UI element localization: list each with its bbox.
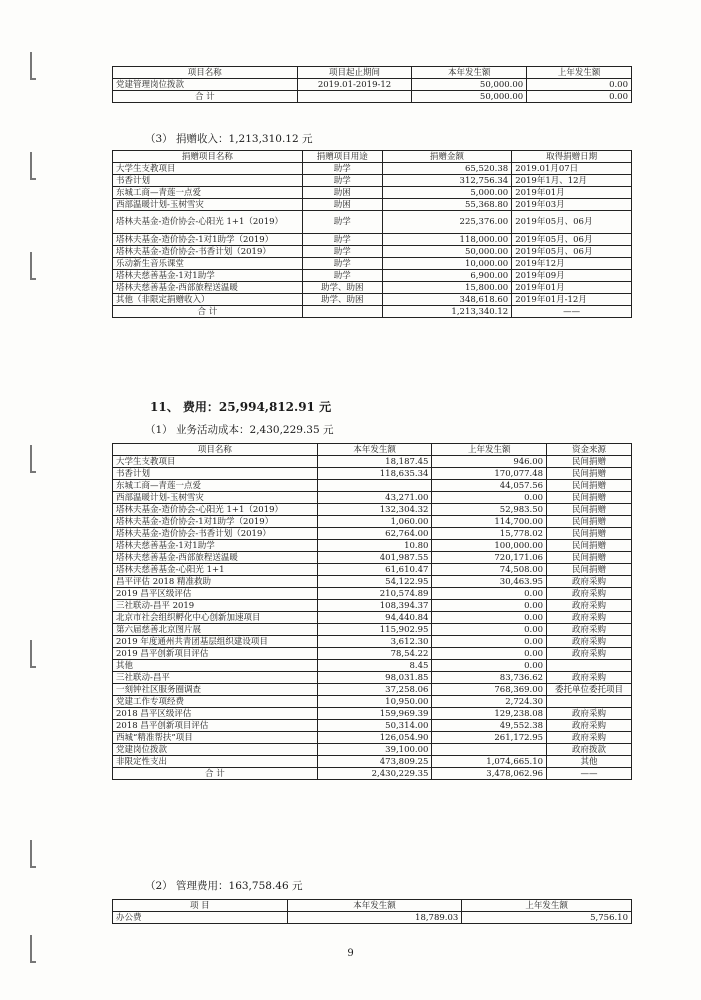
- table-cell: 0.00: [432, 624, 547, 636]
- table-cell: 768,369.00: [432, 684, 547, 696]
- table-cell: 其他: [547, 756, 632, 768]
- table-row: [113, 912, 632, 924]
- total-row: [113, 768, 632, 780]
- table-cell: 2018 昌平创新项目评估: [113, 720, 318, 732]
- table-cell: 政府采购: [547, 624, 632, 636]
- table-cell: 3,612.30: [317, 636, 432, 648]
- header-cell: 捐赠项目用途: [302, 151, 382, 163]
- table-cell: 2019 昌平创新项目评估: [113, 648, 318, 660]
- header-cell: 本年发生额: [412, 67, 527, 79]
- table-cell: 225,376.00: [382, 211, 512, 234]
- table-cell: 党建工作专项经费: [113, 696, 318, 708]
- table-cell: 312,756.34: [382, 175, 512, 187]
- total-label: 合 计: [113, 306, 303, 318]
- table-cell: 民间捐赠: [547, 492, 632, 504]
- table-cell: 助学: [302, 211, 382, 234]
- table-cell: 其他: [113, 660, 318, 672]
- table-cell: 塔林夫慈善基金-西部旅程送温暖: [113, 282, 303, 294]
- table-cell: 2019年05月、06月: [512, 211, 632, 234]
- table-row: [113, 672, 632, 684]
- table-cell: 2019年05月、06月: [512, 246, 632, 258]
- table-cell: 126,054.90: [317, 732, 432, 744]
- table-cell: 8.45: [317, 660, 432, 672]
- table-cell: 政府采购: [547, 720, 632, 732]
- table-cell: 0.00: [527, 79, 632, 91]
- table-cell: 助学: [302, 234, 382, 246]
- header-cell: 上年发生额: [462, 900, 632, 912]
- table-cell: 民间捐赠: [547, 468, 632, 480]
- table-cell: 78,54.22: [317, 648, 432, 660]
- table-cell: 15,800.00: [382, 282, 512, 294]
- section-heading-expenses: 11、 费用：25,994,812.91 元: [150, 400, 332, 414]
- table-cell: 0.00: [432, 492, 547, 504]
- table-cell: 助学、助困: [302, 282, 382, 294]
- table-row: [113, 282, 632, 294]
- header-cell: 本年发生额: [317, 444, 432, 456]
- table-cell: 210,574.89: [317, 588, 432, 600]
- table-row: [113, 648, 632, 660]
- table-cell: 83,736.62: [432, 672, 547, 684]
- section-heading-admin-expense: （2） 管理费用：163,758.46 元: [145, 880, 303, 892]
- table-cell: 大学生支教项目: [113, 456, 318, 468]
- table-cell: 助学: [302, 175, 382, 187]
- table-cell: 非限定性支出: [113, 756, 318, 768]
- table-cell: 0.00: [432, 636, 547, 648]
- table-cell: 2019 年度通州共青团基层组织建设项目: [113, 636, 318, 648]
- table-cell: 政府采购: [547, 708, 632, 720]
- table-cell: 30,463.95: [432, 576, 547, 588]
- table-cell: 党建管理岗位拨款: [113, 79, 298, 91]
- table-header-row: [113, 900, 632, 912]
- table-cell: 2019.01月07日: [512, 163, 632, 175]
- table-cell: 10.80: [317, 540, 432, 552]
- table-row: [113, 600, 632, 612]
- binder-mark: [30, 840, 36, 868]
- table-cell: 0.00: [432, 588, 547, 600]
- table-cell: 政府采购: [547, 588, 632, 600]
- header-cell: 本年发生额: [287, 900, 462, 912]
- table-row: [113, 246, 632, 258]
- table-cell: 2,724.30: [432, 696, 547, 708]
- table-cell: 1,060.00: [317, 516, 432, 528]
- table-cell: 三社联动-昌平 2019: [113, 600, 318, 612]
- table-cell: 49,552.38: [432, 720, 547, 732]
- table-row: [113, 175, 632, 187]
- table-cell: 0.00: [432, 612, 547, 624]
- total-cell: [302, 306, 382, 318]
- table-row: [113, 624, 632, 636]
- table-cell: 62,764.00: [317, 528, 432, 540]
- table-row: [113, 504, 632, 516]
- table-cell: 50,000.00: [412, 79, 527, 91]
- table-cell: 塔林夫慈善基金-西部旅程送温暖: [113, 552, 318, 564]
- table-cell: 塔林夫基金-造价协会-心阳光 1+1（2019）: [113, 211, 303, 234]
- total-cell: [297, 91, 412, 103]
- table-cell: 东城工商—青莲一点爱: [113, 187, 303, 199]
- table-cell: 54,122.95: [317, 576, 432, 588]
- table-cell: 98,031.85: [317, 672, 432, 684]
- table-cell: 民间捐赠: [547, 540, 632, 552]
- table-row: [113, 732, 632, 744]
- table-cell: 民间捐赠: [547, 528, 632, 540]
- table-cell: 6,900.00: [382, 270, 512, 282]
- table-cell: 塔林夫基金-造价协会-心阳光 1+1（2019）: [113, 504, 318, 516]
- table-cell: 政府拨款: [547, 744, 632, 756]
- table-cell: 74,508.00: [432, 564, 547, 576]
- table-cell: 132,304.32: [317, 504, 432, 516]
- table-cell: 108,394.37: [317, 600, 432, 612]
- table-header-row: [113, 444, 632, 456]
- table-row: [113, 234, 632, 246]
- table-cell: 助学: [302, 258, 382, 270]
- table-cell: 一刻钟社区服务圈调查: [113, 684, 318, 696]
- header-cell: 项 目: [113, 900, 288, 912]
- table-cell: 民间捐赠: [547, 456, 632, 468]
- table-cell: 0.00: [432, 648, 547, 660]
- table-cell: 办公费: [113, 912, 288, 924]
- header-cell: 项目名称: [113, 444, 318, 456]
- table-cell: 助学: [302, 246, 382, 258]
- table-cell: 书香计划: [113, 468, 318, 480]
- table-cell: 118,635.34: [317, 468, 432, 480]
- table-row: [113, 456, 632, 468]
- header-cell: 上年发生额: [527, 67, 632, 79]
- table-cell: 书香计划: [113, 175, 303, 187]
- table-cell: 2019.01-2019-12: [297, 79, 412, 91]
- table-cell: 2019年01月: [512, 282, 632, 294]
- table-cell: 西部温暖计划-玉树雪灾: [113, 199, 303, 211]
- table-row: [113, 211, 632, 234]
- table-cell: 助困: [302, 187, 382, 199]
- table-cell: 政府采购: [547, 612, 632, 624]
- table-cell: 348,618.60: [382, 294, 512, 306]
- table-cell: 乐动新生音乐课堂: [113, 258, 303, 270]
- table-row: [113, 636, 632, 648]
- table-row: [113, 696, 632, 708]
- table-cell: [317, 480, 432, 492]
- table-cell: 其他（非限定捐赠收入）: [113, 294, 303, 306]
- table-cell: 39,100.00: [317, 744, 432, 756]
- table-cell: 2018 昌平区级评估: [113, 708, 318, 720]
- table-row: [113, 744, 632, 756]
- table-cell: 东城工商—青莲一点爱: [113, 480, 318, 492]
- total-label: 合 计: [113, 91, 298, 103]
- table-row: [113, 516, 632, 528]
- table-cell: 委托单位委托项目: [547, 684, 632, 696]
- table-cell: 北京市社会组织孵化中心创新加速项目: [113, 612, 318, 624]
- table-row: [113, 270, 632, 282]
- total-row: [113, 91, 632, 103]
- table-cell: 0.00: [432, 600, 547, 612]
- table-cell: 2019年01月: [512, 187, 632, 199]
- grant-income-table: [112, 66, 632, 103]
- binder-mark: [30, 152, 36, 180]
- table-cell: 44,057.56: [432, 480, 547, 492]
- table-row: [113, 468, 632, 480]
- table-row: [113, 564, 632, 576]
- header-cell: 项目名称: [113, 67, 298, 79]
- table-cell: 2019年05月、06月: [512, 234, 632, 246]
- binder-mark: [30, 52, 36, 80]
- table-row: [113, 480, 632, 492]
- admin-expense-table: [112, 899, 632, 924]
- page-number: 9: [347, 948, 354, 959]
- header-cell: 捐赠金额: [382, 151, 512, 163]
- total-cell: 50,000.00: [412, 91, 527, 103]
- table-cell: 民间捐赠: [547, 504, 632, 516]
- table-row: [113, 163, 632, 175]
- table-cell: 720,171.06: [432, 552, 547, 564]
- table-cell: 塔林夫慈善基金-心阳光 1+1: [113, 564, 318, 576]
- table-cell: 助学: [302, 163, 382, 175]
- total-cell: ——: [512, 306, 632, 318]
- table-cell: 1,074,665.10: [432, 756, 547, 768]
- table-cell: 2019 昌平区级评估: [113, 588, 318, 600]
- table-row: [113, 79, 632, 91]
- table-cell: 15,778.02: [432, 528, 547, 540]
- total-cell: 0.00: [527, 91, 632, 103]
- table-cell: 政府采购: [547, 732, 632, 744]
- table-cell: 2019年09月: [512, 270, 632, 282]
- table-cell: 2019年1月、12月: [512, 175, 632, 187]
- table-cell: 三社联动-昌平: [113, 672, 318, 684]
- table-cell: 0.00: [432, 660, 547, 672]
- table-cell: 昌平评估 2018 精准救助: [113, 576, 318, 588]
- table-cell: 第六届慈善北京图片展: [113, 624, 318, 636]
- table-cell: 10,000.00: [382, 258, 512, 270]
- table-cell: 2019年03月: [512, 199, 632, 211]
- table-cell: [547, 660, 632, 672]
- table-cell: 民间捐赠: [547, 552, 632, 564]
- table-row: [113, 258, 632, 270]
- table-cell: 政府采购: [547, 672, 632, 684]
- business-cost-table: [112, 443, 632, 780]
- table-row: [113, 552, 632, 564]
- header-cell: 资金来源: [547, 444, 632, 456]
- table-cell: 10,950.00: [317, 696, 432, 708]
- table-row: [113, 720, 632, 732]
- section-heading-business-cost: （1） 业务活动成本：2,430,229.35 元: [145, 424, 334, 436]
- table-row: [113, 199, 632, 211]
- header-cell: 项目起止期间: [297, 67, 412, 79]
- donation-income-table: [112, 150, 632, 318]
- table-cell: 94,440.84: [317, 612, 432, 624]
- section-heading-donation: （3） 捐赠收入：1,213,310.12 元: [145, 133, 313, 145]
- table-cell: 塔林夫慈善基金-1对1助学: [113, 270, 303, 282]
- table-row: [113, 660, 632, 672]
- table-row: [113, 756, 632, 768]
- table-cell: 助困: [302, 199, 382, 211]
- table-row: [113, 540, 632, 552]
- table-cell: 塔林夫基金-造价协会-书香计划（2019）: [113, 528, 318, 540]
- total-row: [113, 306, 632, 318]
- table-cell: 5,000.00: [382, 187, 512, 199]
- table-cell: 政府采购: [547, 648, 632, 660]
- table-cell: 43,271.00: [317, 492, 432, 504]
- table-cell: 159,969.39: [317, 708, 432, 720]
- table-row: [113, 684, 632, 696]
- header-cell: 上年发生额: [432, 444, 547, 456]
- table-cell: 261,172.95: [432, 732, 547, 744]
- table-header-row: [113, 151, 632, 163]
- table-cell: 塔林夫慈善基金-1对1助学: [113, 540, 318, 552]
- table-cell: 2019年01月-12月: [512, 294, 632, 306]
- total-cell: 1,213,340.12: [382, 306, 512, 318]
- table-cell: 129,238.08: [432, 708, 547, 720]
- table-cell: 118,000.00: [382, 234, 512, 246]
- table-cell: 西部温暖计划-玉树雪灾: [113, 492, 318, 504]
- table-cell: 100,000.00: [432, 540, 547, 552]
- table-row: [113, 588, 632, 600]
- table-row: [113, 294, 632, 306]
- table-cell: 18,789.03: [287, 912, 462, 924]
- table-cell: [432, 744, 547, 756]
- table-cell: 5,756.10: [462, 912, 632, 924]
- header-cell: 取得捐赠日期: [512, 151, 632, 163]
- table-cell: 946.00: [432, 456, 547, 468]
- table-row: [113, 528, 632, 540]
- table-cell: 55,368.80: [382, 199, 512, 211]
- table-cell: 115,902.95: [317, 624, 432, 636]
- binder-mark: [30, 252, 36, 280]
- table-cell: 政府采购: [547, 636, 632, 648]
- table-cell: 政府采购: [547, 600, 632, 612]
- table-cell: 西城“精准帮扶”项目: [113, 732, 318, 744]
- table-cell: 52,983.50: [432, 504, 547, 516]
- table-cell: 党建岗位拨款: [113, 744, 318, 756]
- table-cell: 塔林夫基金-造价协会-1对1助学（2019）: [113, 234, 303, 246]
- table-cell: 18,187.45: [317, 456, 432, 468]
- table-row: [113, 576, 632, 588]
- table-cell: [547, 696, 632, 708]
- table-cell: 37,258.06: [317, 684, 432, 696]
- table-cell: 助学: [302, 270, 382, 282]
- table-cell: 塔林夫基金-造价协会-1对1助学（2019）: [113, 516, 318, 528]
- table-cell: 民间捐赠: [547, 480, 632, 492]
- table-cell: 塔林夫基金-造价协会-书香计划（2019）: [113, 246, 303, 258]
- table-row: [113, 612, 632, 624]
- table-cell: 401,987.55: [317, 552, 432, 564]
- total-label: 合 计: [113, 768, 318, 780]
- binder-mark: [30, 445, 36, 473]
- table-cell: 473,809.25: [317, 756, 432, 768]
- table-cell: 民间捐赠: [547, 564, 632, 576]
- total-cell: ——: [547, 768, 632, 780]
- table-cell: 大学生支教项目: [113, 163, 303, 175]
- table-cell: 2019年12月: [512, 258, 632, 270]
- table-cell: 170,077.48: [432, 468, 547, 480]
- table-header-row: [113, 67, 632, 79]
- total-cell: 3,478,062.96: [432, 768, 547, 780]
- table-row: [113, 708, 632, 720]
- table-cell: 50,000.00: [382, 246, 512, 258]
- table-cell: 114,700.00: [432, 516, 547, 528]
- table-cell: 65,520.38: [382, 163, 512, 175]
- header-cell: 捐赠项目名称: [113, 151, 303, 163]
- total-cell: 2,430,229.35: [317, 768, 432, 780]
- table-row: [113, 187, 632, 199]
- table-row: [113, 492, 632, 504]
- binder-mark: [30, 640, 36, 668]
- table-cell: 助学、助困: [302, 294, 382, 306]
- table-cell: 61,610.47: [317, 564, 432, 576]
- table-cell: 民间捐赠: [547, 516, 632, 528]
- table-cell: 50,314.00: [317, 720, 432, 732]
- table-cell: 政府采购: [547, 576, 632, 588]
